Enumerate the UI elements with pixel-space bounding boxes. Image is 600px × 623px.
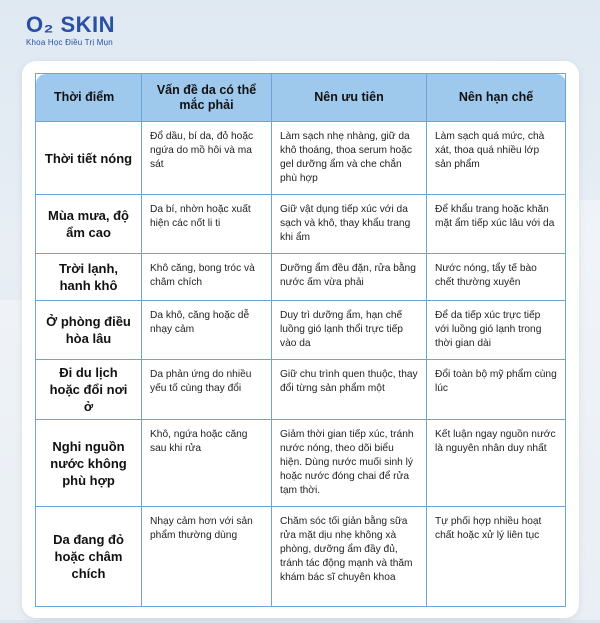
table-row	[36, 301, 566, 360]
row-issue: Da phản ứng do nhiều yếu tố cùng thay đổi	[142, 360, 272, 420]
row-prefer: Giữ vật dụng tiếp xúc với da sạch và khô, thay khẩu trang khi ẩm	[272, 195, 427, 254]
row-issue: Da bí, nhờn hoặc xuất hiện các nốt li ti	[142, 195, 272, 254]
skin-care-table	[35, 73, 566, 607]
row-prefer: Giữ chu trình quen thuộc, thay đổi từng sản phẩm một	[272, 360, 427, 420]
row-time: Trời lạnh, hanh khô	[36, 254, 142, 301]
row-issue: Đổ dầu, bí da, đỏ hoặc ngứa do mồ hôi và ma sát	[142, 122, 272, 195]
row-avoid: Để khẩu trang hoặc khăn mặt ẩm tiếp xúc lâu với da	[427, 195, 566, 254]
row-prefer: Duy trì dưỡng ẩm, hạn chế luồng gió lạnh thổi trực tiếp vào da	[272, 301, 427, 360]
row-avoid: Kết luận ngay nguồn nước là nguyên nhân duy nhất	[427, 420, 566, 507]
row-avoid: Đổi toàn bộ mỹ phẩm cùng lúc	[427, 360, 566, 420]
table-header-row	[36, 74, 566, 122]
header-time: Thời điểm	[36, 74, 142, 122]
header-avoid: Nên hạn chế	[427, 74, 566, 122]
table-row	[36, 122, 566, 195]
row-prefer: Làm sạch nhẹ nhàng, giữ da khô thoáng, thoa serum hoặc gel dưỡng ẩm và che chắn phù hợp	[272, 122, 427, 195]
table-card	[22, 61, 579, 618]
row-avoid: Làm sạch quá mức, chà xát, thoa quá nhiều lớp sản phẩm	[427, 122, 566, 195]
table-row	[36, 507, 566, 607]
row-avoid: Nước nóng, tẩy tế bào chết thường xuyên	[427, 254, 566, 301]
table-row	[36, 195, 566, 254]
row-avoid: Tự phối hợp nhiều hoạt chất hoặc xử lý liên tục	[427, 507, 566, 607]
row-time: Ở phòng điều hòa lâu	[36, 301, 142, 360]
row-time: Đi du lịch hoặc đổi nơi ở	[36, 360, 142, 420]
logo-text: O₂ SKIN	[26, 12, 116, 37]
row-issue: Khô căng, bong tróc và châm chích	[142, 254, 272, 301]
table-row	[36, 360, 566, 420]
table-row	[36, 420, 566, 507]
row-prefer: Giảm thời gian tiếp xúc, tránh nước nóng, theo dõi biểu hiện. Dùng nước muối sinh lý hoặc nước đóng chai để rửa tạm thời.	[272, 420, 427, 507]
row-prefer: Chăm sóc tối giản bằng sữa rửa mặt dịu nhẹ không xà phòng, dưỡng ẩm đầy đủ, tránh tác động mạnh và thăm khám bác sĩ chuyên khoa	[272, 507, 427, 607]
row-avoid: Để da tiếp xúc trực tiếp với luồng gió lạnh trong thời gian dài	[427, 301, 566, 360]
header-prefer: Nên ưu tiên	[272, 74, 427, 122]
row-issue: Khô, ngứa hoặc căng sau khi rửa	[142, 420, 272, 507]
row-time: Da đang đỏ hoặc châm chích	[36, 507, 142, 607]
logo-tagline: Khoa Học Điều Trị Mụn	[26, 38, 113, 47]
row-time: Mùa mưa, độ ẩm cao	[36, 195, 142, 254]
row-issue: Da khô, căng hoặc dễ nhạy cảm	[142, 301, 272, 360]
row-time: Thời tiết nóng	[36, 122, 142, 195]
row-issue: Nhạy cảm hơn với sản phẩm thường dùng	[142, 507, 272, 607]
table-row	[36, 254, 566, 301]
header-issue: Vấn đề da có thể mắc phải	[142, 74, 272, 122]
row-prefer: Dưỡng ẩm đều đặn, rửa bằng nước ấm vừa phải	[272, 254, 427, 301]
row-time: Nghi nguồn nước không phù hợp	[36, 420, 142, 507]
brand-logo	[26, 13, 115, 47]
